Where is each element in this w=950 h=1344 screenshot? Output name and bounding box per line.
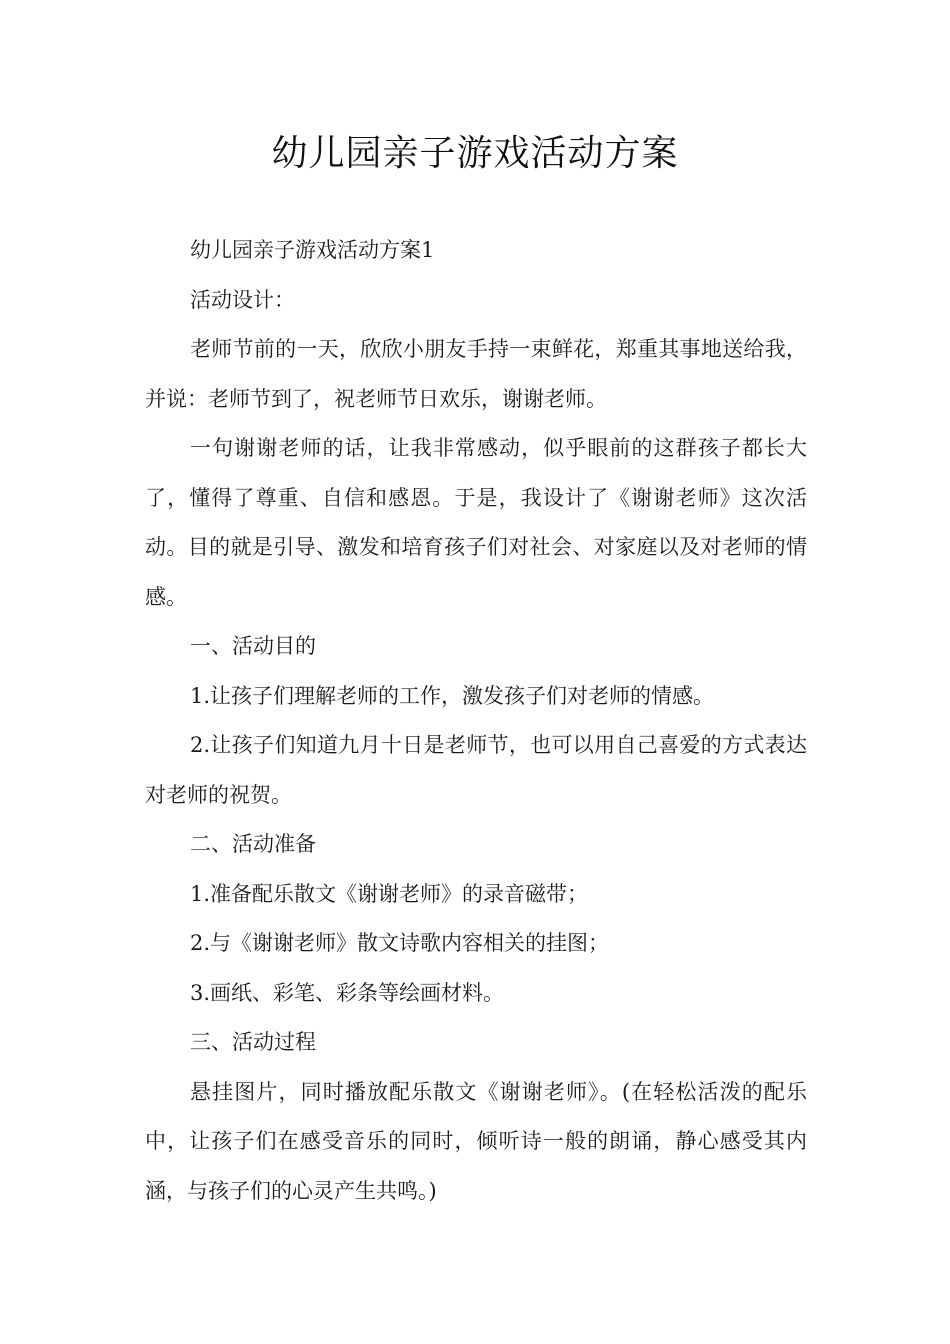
- subheading-goals: 一、活动目的: [190, 634, 316, 658]
- body-paragraph: 老师节前的一天，欣欣小朋友手持一束鲜花，郑重其事地送给我，并说：老师节到了，祝老师节日欢乐，谢谢老师。: [145, 337, 807, 411]
- subheading-preparation: 二、活动准备: [190, 832, 316, 856]
- list-item: 1.让孩子们理解老师的工作，激发孩子们对老师的情感。: [190, 683, 715, 708]
- document-title: 幼儿园亲子游戏活动方案: [271, 133, 679, 174]
- list-item: 2.让孩子们知道九月十日是老师节，也可以用自己喜爱的方式表达对老师的祝贺。: [145, 733, 807, 807]
- body-paragraph: 一句谢谢老师的话，让我非常感动，似乎眼前的这群孩子都长大了，懂得了尊重、自信和感恩。于是，我设计了《谢谢老师》这次活动。目的就是引导、激发和培育孩子们对社会、对家庭以及对老师的情感。: [145, 436, 807, 609]
- subheading-activity-design: 活动设计：: [190, 287, 295, 312]
- list-item: 2.与《谢谢老师》散文诗歌内容相关的挂图；: [190, 931, 610, 955]
- section-heading: 幼儿园亲子游戏活动方案1: [190, 238, 435, 262]
- document-body: [145, 226, 807, 1216]
- body-paragraph: 悬挂图片，同时播放配乐散文《谢谢老师》。(在轻松活泼的配乐中，让孩子们在感受音乐的同时，倾听诗一般的朗诵，静心感受其内涵，与孩子们的心灵产生共鸣。): [145, 1079, 807, 1203]
- list-item: 3.画纸、彩笔、彩条等绘画材料。: [190, 980, 505, 1005]
- subheading-process: 三、活动过程: [190, 1030, 316, 1054]
- list-item: 1.准备配乐散文《谢谢老师》的录音磁带；: [190, 881, 589, 906]
